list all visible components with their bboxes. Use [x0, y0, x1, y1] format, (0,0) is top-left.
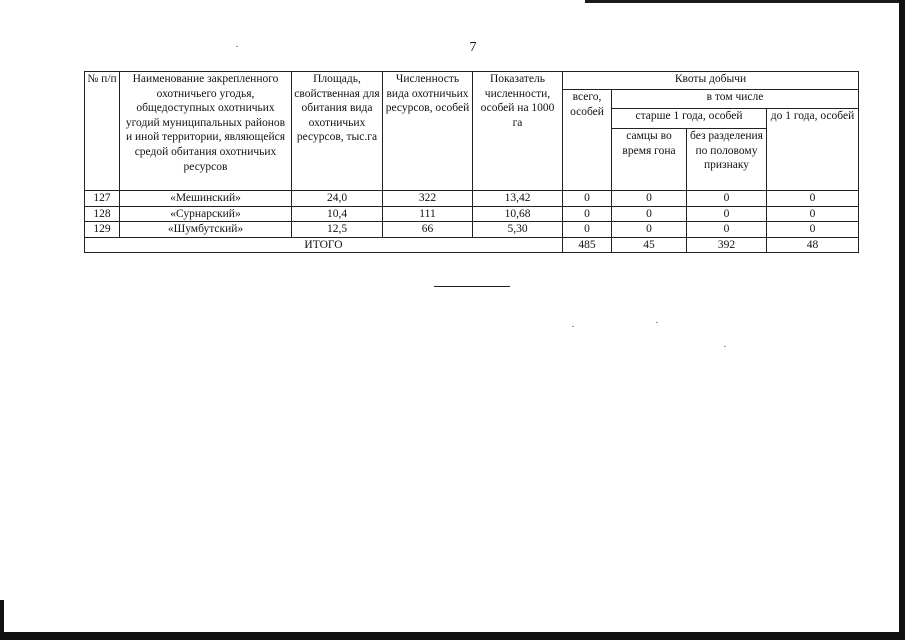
- table-total-row: [85, 237, 859, 253]
- row-males: 0: [612, 191, 687, 207]
- scan-edge-top: [585, 0, 905, 3]
- row-nosex: 0: [687, 191, 767, 207]
- scan-speck: [236, 46, 238, 47]
- header-quotas: Квоты добычи: [563, 72, 859, 90]
- row-count: 66: [383, 222, 473, 238]
- table-row: [85, 191, 859, 207]
- total-males: 45: [612, 237, 687, 253]
- header-including: в том числе: [612, 90, 859, 109]
- header-density: Показатель численности, особей на 1000 га: [473, 72, 563, 191]
- row-num: 127: [85, 191, 120, 207]
- row-under1: 0: [767, 206, 859, 222]
- header-count: Численность вида охотничьих ресурсов, особей: [383, 72, 473, 191]
- table-row: [85, 222, 859, 238]
- row-under1: 0: [767, 191, 859, 207]
- end-of-table-line: [434, 286, 510, 287]
- row-total: 0: [563, 191, 612, 207]
- header-over-one-year: старше 1 года, особей: [612, 109, 767, 129]
- header-under-one-year: до 1 года, особей: [767, 109, 859, 191]
- table-row: [85, 206, 859, 222]
- total-nosex: 392: [687, 237, 767, 253]
- total-all: 485: [563, 237, 612, 253]
- row-density: 10,68: [473, 206, 563, 222]
- scan-edge-bottom: [0, 632, 905, 640]
- row-num: 129: [85, 222, 120, 238]
- header-no-sex-division: без разделения по половому признаку: [687, 129, 767, 191]
- header-males: самцы во время гона: [612, 129, 687, 191]
- scan-speck: [572, 326, 574, 327]
- total-label: ИТОГО: [85, 237, 563, 253]
- header-name: Наименование закрепленного охотничьего угодья, общедоступных охотничьих угодий муниципальных районов и иной территории, являющейся средой обитания охотничьих ресурсов: [120, 72, 292, 191]
- row-num: 128: [85, 206, 120, 222]
- row-nosex: 0: [687, 206, 767, 222]
- hunting-quota-table: [84, 71, 859, 253]
- header-area: Площадь, свойственная для обитания вида охотничьих ресурсов, тыс.га: [292, 72, 383, 191]
- scan-edge-left: [0, 600, 4, 640]
- row-name: «Мешинский»: [120, 191, 292, 207]
- row-count: 111: [383, 206, 473, 222]
- row-males: 0: [612, 206, 687, 222]
- scan-edge-right: [899, 0, 905, 640]
- row-name: «Шумбутский»: [120, 222, 292, 238]
- scan-speck: [656, 322, 658, 323]
- row-total: 0: [563, 206, 612, 222]
- page-number: 7: [469, 40, 477, 55]
- row-area: 12,5: [292, 222, 383, 238]
- row-density: 13,42: [473, 191, 563, 207]
- row-name: «Сурнарский»: [120, 206, 292, 222]
- row-males: 0: [612, 222, 687, 238]
- row-area: 24,0: [292, 191, 383, 207]
- header-total: всего, особей: [563, 90, 612, 191]
- row-nosex: 0: [687, 222, 767, 238]
- row-density: 5,30: [473, 222, 563, 238]
- row-under1: 0: [767, 222, 859, 238]
- scan-speck: [724, 346, 726, 347]
- row-area: 10,4: [292, 206, 383, 222]
- row-count: 322: [383, 191, 473, 207]
- row-total: 0: [563, 222, 612, 238]
- total-under1: 48: [767, 237, 859, 253]
- header-num: № п/п: [85, 72, 120, 191]
